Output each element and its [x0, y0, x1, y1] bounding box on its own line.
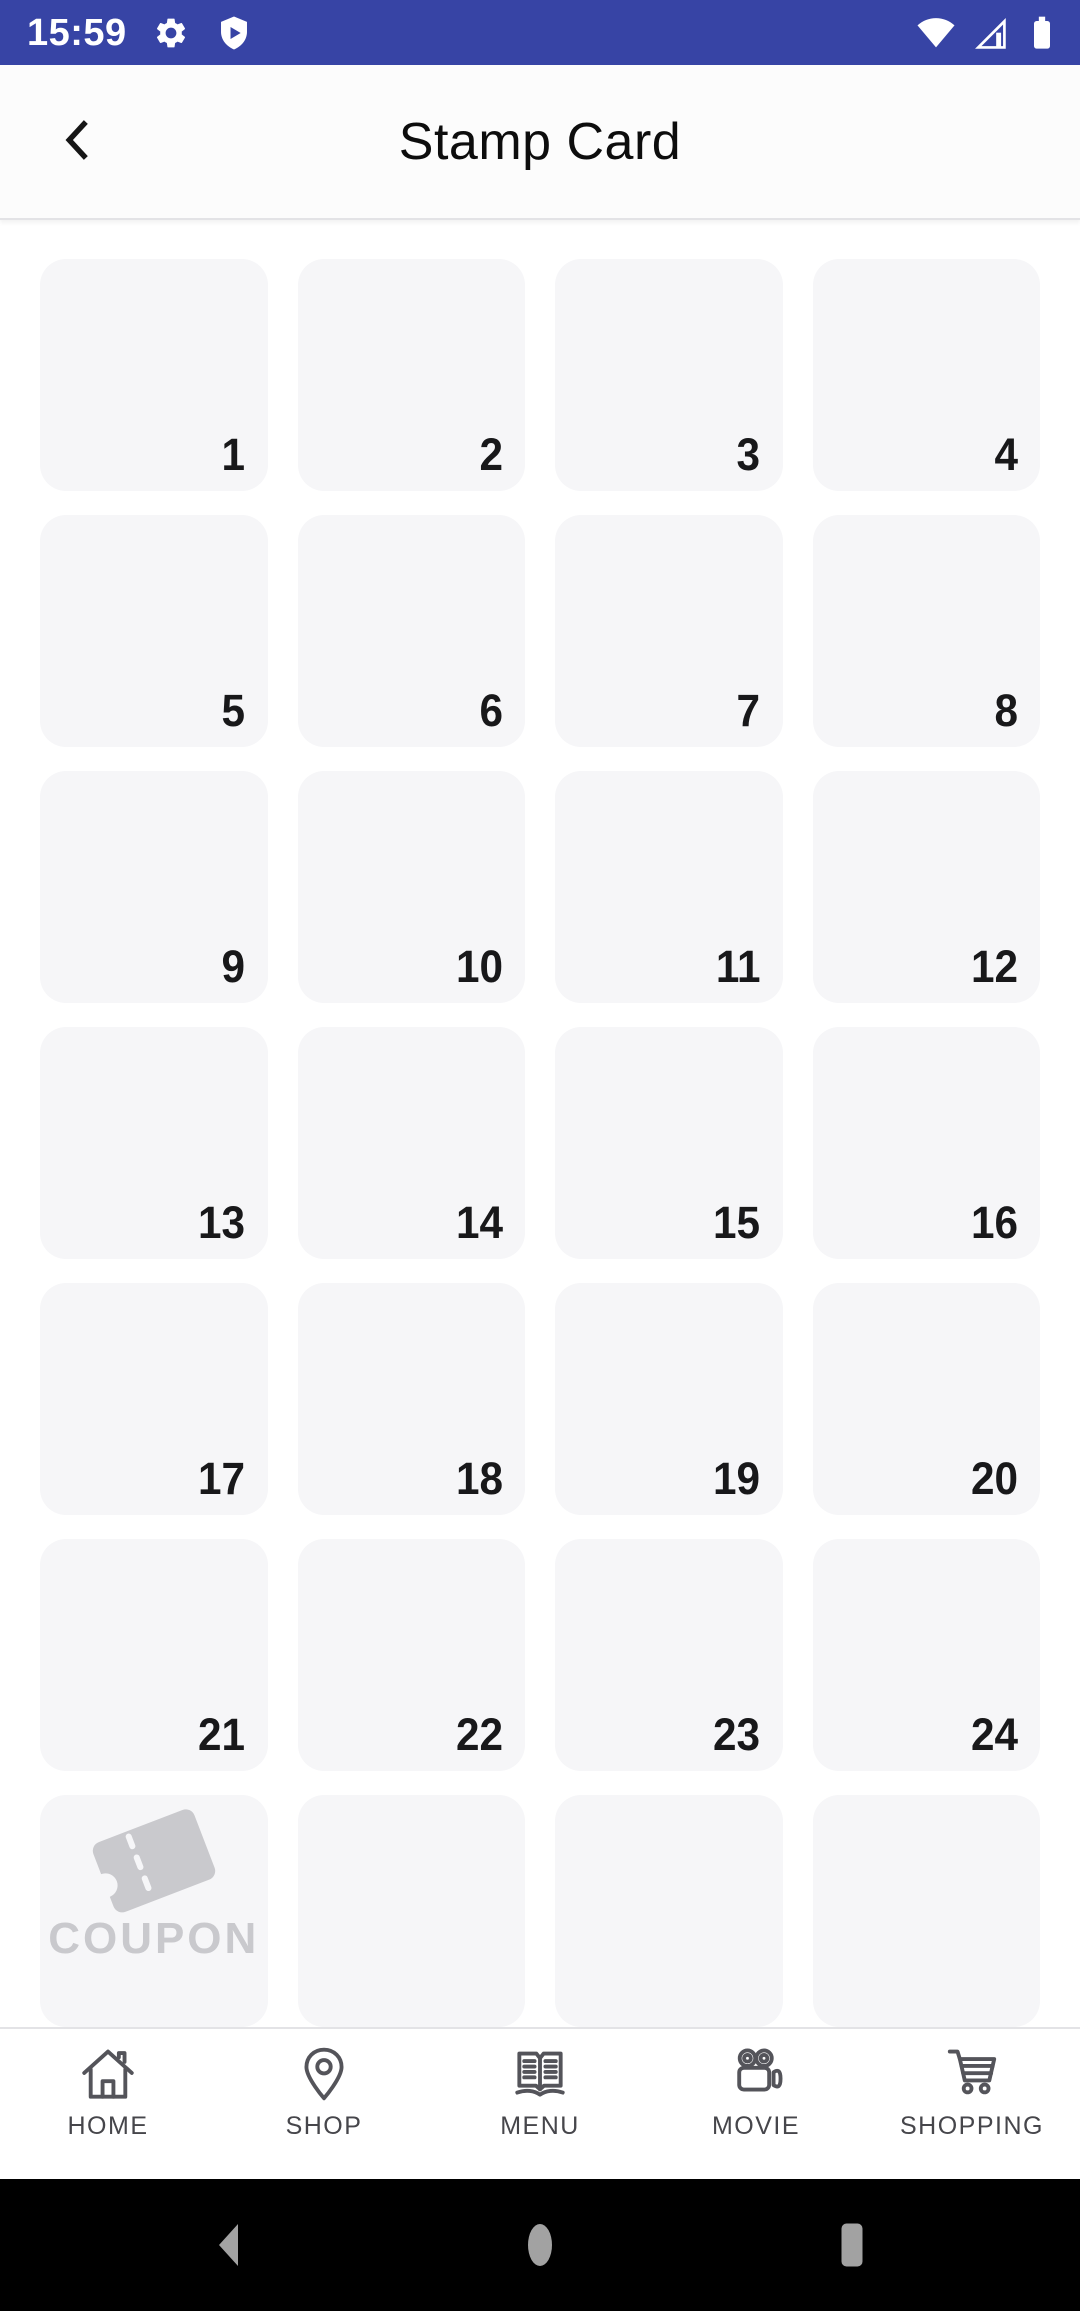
stamp-number: 20: [970, 1453, 1018, 1504]
stamp-number: 16: [970, 1197, 1018, 1248]
stamp-cell[interactable]: [555, 1283, 783, 1515]
stamp-number: 13: [198, 1197, 246, 1248]
nav-item-shop[interactable]: SHOP: [216, 2029, 432, 2179]
stamp-cell[interactable]: [40, 515, 268, 747]
stamp-cell[interactable]: [298, 1027, 526, 1259]
stamp-grid: [40, 259, 1040, 2027]
stamp-cell[interactable]: [813, 259, 1041, 491]
stamp-number: 12: [970, 941, 1018, 992]
stamp-number: 19: [713, 1453, 761, 1504]
nav-item-movie[interactable]: MOVIE: [648, 2029, 864, 2179]
stamp-number: 1: [221, 429, 246, 480]
wifi-icon: [914, 13, 958, 53]
stamp-cell[interactable]: [40, 259, 268, 491]
stamp-number: 8: [994, 685, 1018, 736]
coupon-ticket-icon: [75, 1803, 233, 1915]
stamp-cell[interactable]: [298, 771, 526, 1003]
stamp-number: 22: [455, 1709, 503, 1760]
stamp-number: 24: [970, 1709, 1018, 1760]
stamp-cell[interactable]: [813, 515, 1041, 747]
stamp-number: 15: [713, 1197, 761, 1248]
stamp-cell[interactable]: [555, 1027, 783, 1259]
open-book-icon: [509, 2043, 571, 2105]
stamp-cell[interactable]: [40, 1283, 268, 1515]
shopping-cart-icon: [941, 2043, 1003, 2105]
stamp-cell[interactable]: [40, 1539, 268, 1771]
stamp-number: 14: [455, 1197, 503, 1248]
stamp-cell[interactable]: [813, 1539, 1041, 1771]
stamp-number: 10: [455, 941, 503, 992]
coupon-stamp-cell[interactable]: [40, 1795, 268, 2027]
page-title: Stamp Card: [398, 112, 682, 171]
stamp-number: 23: [713, 1709, 761, 1760]
play-protect-shield-icon: [215, 14, 253, 52]
stamp-cell[interactable]: [298, 1283, 526, 1515]
stamp-number: 17: [198, 1453, 246, 1504]
stamp-cell[interactable]: [298, 515, 526, 747]
stamp-cell[interactable]: [813, 1027, 1041, 1259]
stamp-number: 9: [221, 941, 246, 992]
coupon-label: COUPON: [48, 1914, 260, 1963]
stamp-number: 3: [736, 429, 761, 480]
stamp-cell[interactable]: [813, 771, 1041, 1003]
stamp-card-content[interactable]: [0, 220, 1080, 2027]
android-back-button[interactable]: [217, 2222, 239, 2268]
status-bar-left: [27, 11, 253, 54]
status-bar: [0, 0, 1080, 65]
cellular-signal-icon: [971, 14, 1009, 52]
stamp-number: 2: [479, 429, 503, 480]
stamp-cell-partial[interactable]: [813, 1795, 1041, 2027]
status-bar-right: [914, 12, 1062, 54]
stamp-cell[interactable]: [298, 1539, 526, 1771]
stamp-number: 4: [994, 429, 1018, 480]
stamp-cell-partial[interactable]: [298, 1795, 526, 2027]
nav-item-menu[interactable]: MENU: [432, 2029, 648, 2179]
stamp-number: 7: [736, 685, 761, 736]
settings-gear-icon: [153, 15, 189, 51]
stamp-number: 6: [479, 685, 503, 736]
stamp-cell[interactable]: [40, 771, 268, 1003]
stamp-cell[interactable]: [813, 1283, 1041, 1515]
bottom-nav: [0, 2027, 1080, 2179]
stamp-number: 18: [455, 1453, 503, 1504]
stamp-number: 5: [221, 685, 246, 736]
nav-item-home[interactable]: HOME: [0, 2029, 216, 2179]
stamp-cell[interactable]: [555, 515, 783, 747]
nav-item-shopping[interactable]: SHOPPING: [864, 2029, 1080, 2179]
map-pin-icon: [293, 2043, 355, 2105]
status-time: 15:59: [27, 11, 127, 54]
stamp-number: 21: [198, 1709, 246, 1760]
home-icon: [77, 2043, 139, 2105]
stamp-cell-partial[interactable]: [555, 1795, 783, 2027]
battery-icon: [1022, 12, 1062, 54]
android-recents-button[interactable]: [841, 2223, 863, 2267]
stamp-cell[interactable]: [555, 771, 783, 1003]
stamp-cell[interactable]: [298, 259, 526, 491]
movie-camera-icon: [725, 2043, 787, 2105]
android-home-button[interactable]: [527, 2223, 553, 2267]
android-navigation-bar: [0, 2179, 1080, 2311]
stamp-cell[interactable]: [555, 1539, 783, 1771]
stamp-cell[interactable]: [555, 259, 783, 491]
stamp-cell[interactable]: [40, 1027, 268, 1259]
stamp-number: 11: [715, 941, 761, 992]
app-header: [0, 65, 1080, 220]
